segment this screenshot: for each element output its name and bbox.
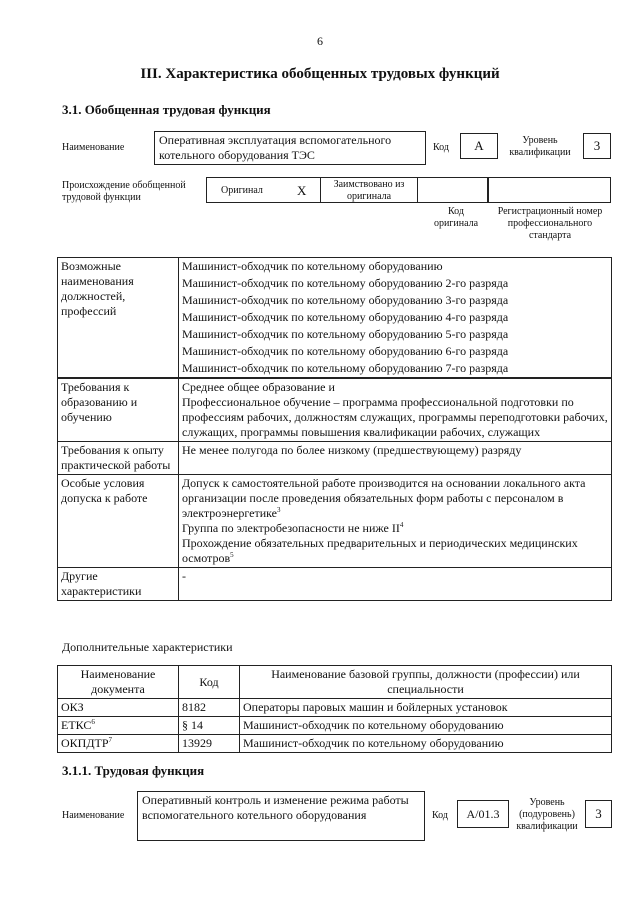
- position-item: Машинист-обходчик по котельному оборудованию: [182, 259, 443, 273]
- reg-number-cell: [488, 177, 611, 203]
- footnote-ref: 4: [399, 521, 404, 529]
- tf-level-value: 3: [585, 800, 612, 828]
- condition-text: Допуск к самостоятельной работе производится на основании локального акта организации после проведения обязательных форм работы с персоналом в электроэнергетике: [182, 476, 586, 520]
- gtf-code-label: Код: [433, 142, 449, 153]
- position-item: Машинист-обходчик по котельному оборудованию 5-го разряда: [182, 327, 509, 341]
- education-label: Требования к образованию и обучению: [58, 379, 179, 442]
- doc-group: Операторы паровых машин и бойлерных установок: [240, 699, 612, 717]
- tf-code-value: А/01.3: [457, 800, 509, 828]
- header-name: Наименование базовой группы, должности (профессии) или специальности: [240, 666, 612, 699]
- additional-table: [57, 665, 612, 753]
- tf-name-label: Наименование: [62, 810, 125, 821]
- footnote-ref: 7: [108, 736, 113, 744]
- code-original-label: Код оригинала: [433, 206, 479, 229]
- position-item: Машинист-обходчик по котельному оборудованию 6-го разряда: [182, 344, 509, 358]
- tf-code-label: Код: [432, 810, 448, 821]
- original-label: Оригинал: [221, 185, 263, 196]
- page-number: 6: [317, 34, 323, 48]
- gtf-level-label: Уровень квалификации: [509, 135, 571, 158]
- doc-code: 8182: [179, 699, 240, 717]
- gtf-code-value: А: [460, 133, 498, 159]
- doc-name: ОКЗ: [61, 700, 84, 714]
- other-value: -: [179, 568, 612, 601]
- subsection-title: 3.1. Обобщенная трудовая функция: [62, 102, 271, 117]
- positions-table: [57, 257, 612, 378]
- position-item: Машинист-обходчик по котельному оборудованию 7-го разряда: [182, 361, 509, 375]
- origin-table: [206, 177, 488, 203]
- section-title: III. Характеристика обобщенных трудовых функций: [140, 66, 500, 82]
- additional-title: Дополнительные характеристики: [62, 640, 233, 654]
- header-code: Код: [179, 666, 240, 699]
- condition-item: [182, 521, 608, 536]
- position-item: Машинист-обходчик по котельному оборудованию 2-го разряда: [182, 276, 509, 290]
- positions-label: Возможные наименования должностей, профессий: [58, 258, 179, 378]
- doc-code: 13929: [179, 735, 240, 753]
- condition-text: Прохождение обязательных предварительных и периодических медицинских осмотров: [182, 536, 578, 565]
- tf-name-value: Оперативный контроль и изменение режима работы вспомогательного котельного оборудования: [137, 791, 425, 841]
- doc-name: ЕТКС: [61, 718, 92, 732]
- other-label: Другие характеристики: [58, 568, 179, 601]
- requirements-table: [57, 378, 612, 601]
- gtf-level-value: 3: [583, 133, 611, 159]
- borrowed-label: Заимствовано из оригинала: [333, 179, 405, 202]
- conditions-label: Особые условия допуска к работе: [58, 475, 179, 568]
- doc-group: Машинист-обходчик по котельному оборудованию: [240, 735, 612, 753]
- footnote-ref: 6: [91, 718, 95, 726]
- origin-label: Происхождение обобщенной трудовой функции: [62, 180, 186, 203]
- reg-number-label: Регистрационный номер профессионального стандарта: [497, 206, 603, 241]
- position-item: Машинист-обходчик по котельному оборудованию 4-го разряда: [182, 310, 509, 324]
- table-row: [58, 717, 612, 735]
- condition-text: Группа по электробезопасности не ниже II: [182, 521, 400, 535]
- gtf-name-value: Оперативная эксплуатация вспомогательного котельного оборудования ТЭС: [154, 131, 426, 165]
- table-row: [58, 735, 612, 753]
- doc-name: ОКПДТР: [61, 736, 109, 750]
- experience-label: Требования к опыту практической работы: [58, 442, 179, 475]
- doc-group: Машинист-обходчик по котельному оборудованию: [240, 717, 612, 735]
- education-line: Профессиональное обучение – программа профессиональной подготовки по профессиям рабочих, должностям служащих, программы переподготовки рабочих, служащих, программы повышения квалификации рабочих, служащих: [182, 395, 608, 439]
- gtf-name-label: Наименование: [62, 142, 125, 153]
- experience-value: Не менее полугода по более низкому (предшествующему) разряду: [179, 442, 612, 475]
- header-document: Наименование документа: [58, 666, 179, 699]
- footnote-ref: 5: [230, 551, 234, 559]
- position-item: Машинист-обходчик по котельному оборудованию 3-го разряда: [182, 293, 509, 307]
- education-line: Среднее общее образование и: [182, 380, 335, 394]
- footnote-ref: 3: [276, 506, 281, 514]
- tf-level-label: Уровень (подуровень) квалификации: [516, 797, 578, 832]
- subsection-title: 3.1.1. Трудовая функция: [62, 763, 205, 778]
- doc-code: § 14: [179, 717, 240, 735]
- table-row: [58, 699, 612, 717]
- original-mark: X: [297, 183, 307, 198]
- condition-item: [182, 476, 608, 521]
- condition-item: [182, 536, 608, 566]
